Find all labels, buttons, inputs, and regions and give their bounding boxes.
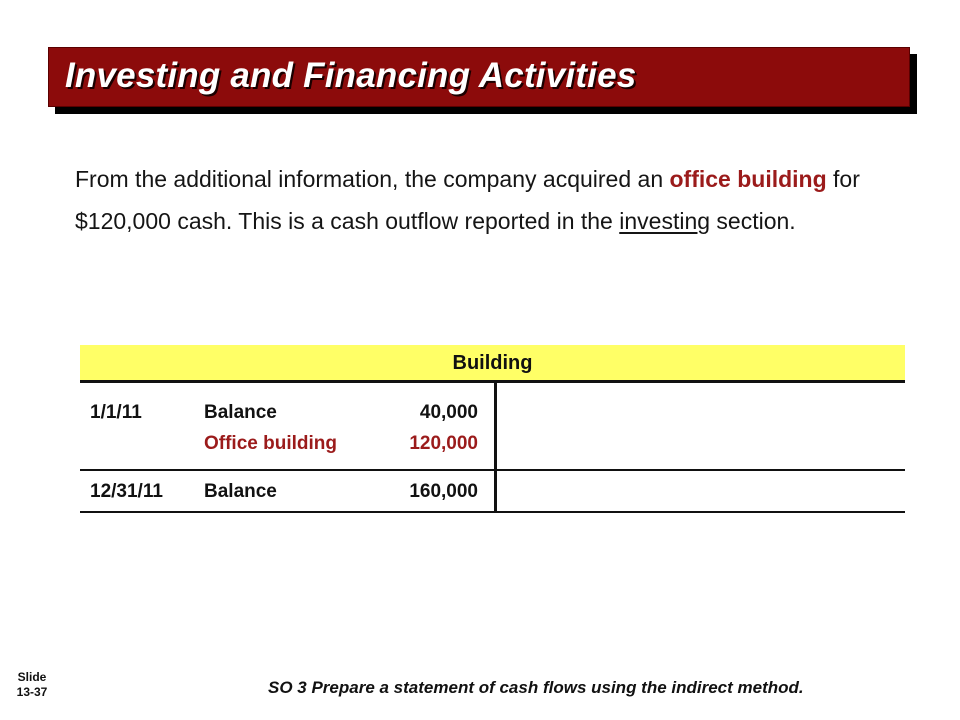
- row1-date: 1/1/11: [90, 402, 142, 423]
- t-account-header: Building: [80, 345, 905, 383]
- intro-underlined: investing: [619, 208, 711, 234]
- intro-text-2: for $120,000 cash. This is a cash outflow reported in the: [75, 166, 860, 234]
- slide-number-value: 13-37: [16, 685, 48, 699]
- row2-amount: 120,000: [409, 433, 478, 454]
- title-banner: [48, 47, 910, 107]
- row1-label: Balance: [204, 402, 277, 423]
- row1-amount: 40,000: [419, 402, 478, 423]
- row3-date: 12/31/11: [90, 481, 163, 502]
- t-account-bottom-line: [80, 511, 905, 513]
- row3-amount: 160,000: [409, 481, 478, 502]
- intro-text-1: From the additional information, the company acquired an: [75, 166, 670, 192]
- t-account-total-line: [80, 469, 905, 471]
- row2-label: Office building: [204, 433, 337, 454]
- slide-number: [6, 670, 58, 700]
- t-account-divider: [494, 383, 497, 513]
- row3-label: Balance: [204, 481, 277, 502]
- study-objective-footer: SO 3 Prepare a statement of cash flows using the indirect method.: [268, 678, 804, 697]
- slide-title: Investing and Financing Activities: [65, 56, 637, 95]
- intro-highlight: office building: [669, 166, 827, 192]
- slide-label: Slide: [17, 670, 47, 684]
- intro-text-3: section.: [710, 208, 796, 234]
- intro-paragraph: [75, 158, 925, 242]
